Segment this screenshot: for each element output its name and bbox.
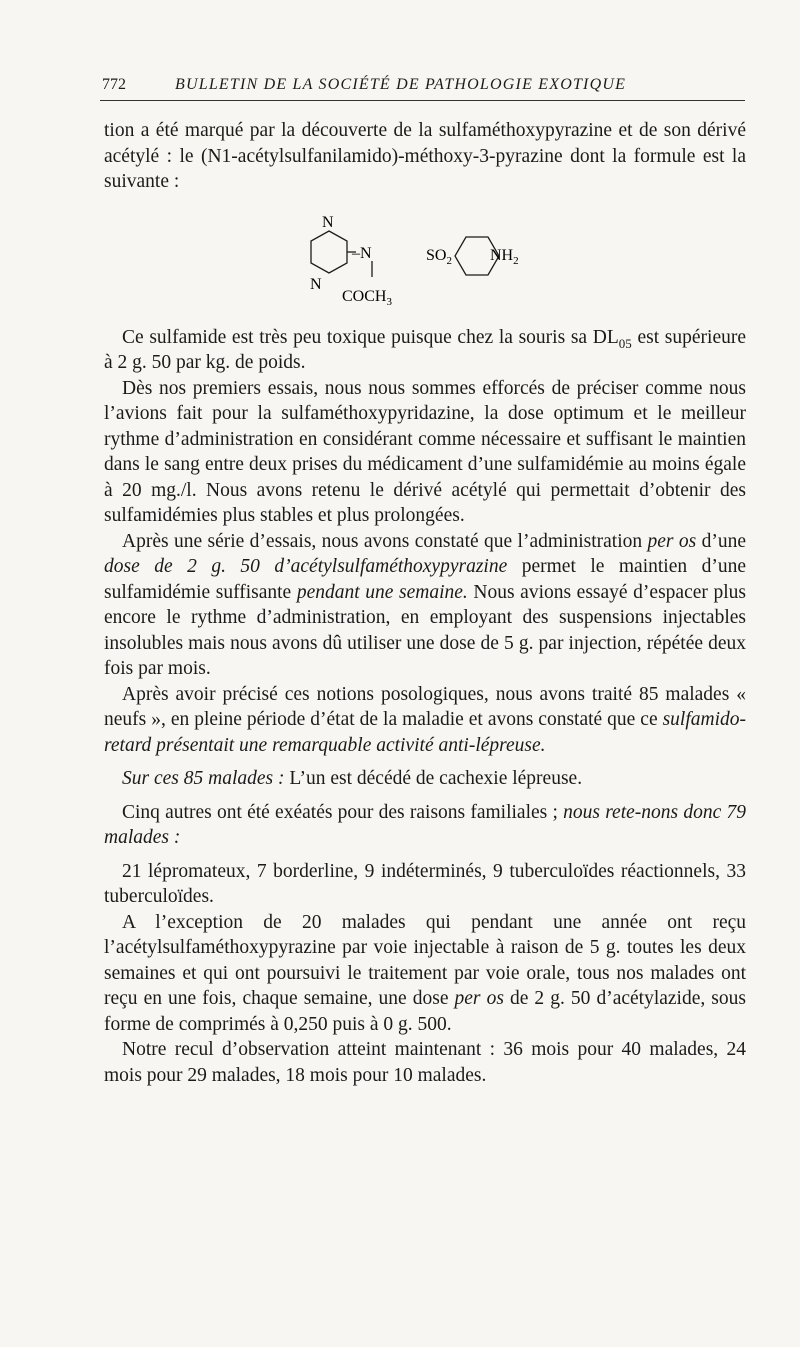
acetyl-group: $COCH_3$	[342, 287, 392, 308]
paragraph-cases: Sur ces 85 malades : L’un est décédé de cachexie lépreuse.	[122, 768, 583, 789]
paragraph-regimen: A l’exception de 20 malades qui pendant une année ont reçu l’acétylsulfaméthoxypyrazine par voie injectable à raison de 5 g. toutes les deux semaines et qui ont poursuivi le traitement par voie orale, tous nos malades ont reçu en une fois, chaque semaine, une dose per os de 2 g. 50 d’acétylazide, sous forme de comprimés à 0,250 puis à 0 g. 500.	[104, 911, 746, 1035]
paragraph-dosage: Après une série d’essais, nous avons constaté que l’administration per os d’une dose de 2 g. 50 d’acétylsulfaméthoxypyrazine permet le maintien d’une sulfamidémie suffisante pendant une semaine. Nous avions essayé d’espacer plus encore le rythme d’administration, en employant des suspensions injectables insolubles mais nous avons dû utiliser une dose de 5 g. par injection, répétée deux fois par mois.	[104, 530, 746, 679]
paragraph-first-trials: Dès nos premiers essais, nous nous sommes efforcés de préciser comme nous l’avions fait pour la sulfaméthoxypyridazine, la dose optimum et le meilleur rythme d’administration en considérant comme nécessaire et suffisant le maintien dans le sang entre deux prises du médicament d’une sulfamidémie au moins égale à 20 mg./l. Nous avons retenu le dérivé acétylé qui permettait d’obtenir des sulfamidémies plus stables et plus prolongées.	[104, 377, 746, 526]
chemical-formula	[104, 201, 746, 323]
paragraph-classification: 21 lépromateux, 7 borderline, 9 indéterminés, 9 tuberculoïdes réactionnels, 33 tuberculoïdes.	[104, 860, 746, 907]
running-title: BULLETIN DE LA SOCIÉTÉ DE PATHOLOGIE EXOTIQUE	[175, 76, 627, 93]
formula-drawing	[104, 201, 746, 323]
paragraph-follow-up: Notre recul d’observation atteint maintenant : 36 mois pour 40 malades, 24 mois pour 29 malades, 18 mois pour 10 malades.	[104, 1039, 746, 1086]
sulfonyl-group: $SO_2$	[426, 246, 452, 267]
paragraph-intro: tion a été marqué par la découverte de la sulfaméthoxypyrazine et de son dérivé acétylé : le (N1-acétylsulfanilamido)-méthoxy-3-pyrazine dont la formule est la suivante :	[104, 120, 746, 192]
article-body	[104, 118, 746, 1088]
page-header	[100, 74, 745, 101]
pyrazine-ring	[311, 231, 347, 273]
page-number: 772	[102, 76, 126, 93]
ring-nitrogen-bottom: N	[310, 275, 322, 293]
amino-group: $NH_2$	[490, 246, 519, 267]
paragraph-treatment: Après avoir précisé ces notions posologiques, nous avons traité 85 malades « neufs », en pleine période d’état de la maladie et avons constaté que ce sulfamido-retard présentait une remarquable activité anti-lépreuse.	[104, 683, 746, 756]
amide-nitrogen: –N	[352, 244, 372, 262]
paragraph-toxicity: Ce sulfamide est très peu toxique puisque chez la souris sa $DL_{05}$ est supérieure à 2 g. 50 par kg. de poids.	[104, 326, 746, 373]
ring-nitrogen-top: N	[322, 213, 334, 231]
paragraph-excluded: Cinq autres ont été exéatés pour des raisons familiales ; nous rete-nons donc 79 malades :	[104, 801, 746, 848]
